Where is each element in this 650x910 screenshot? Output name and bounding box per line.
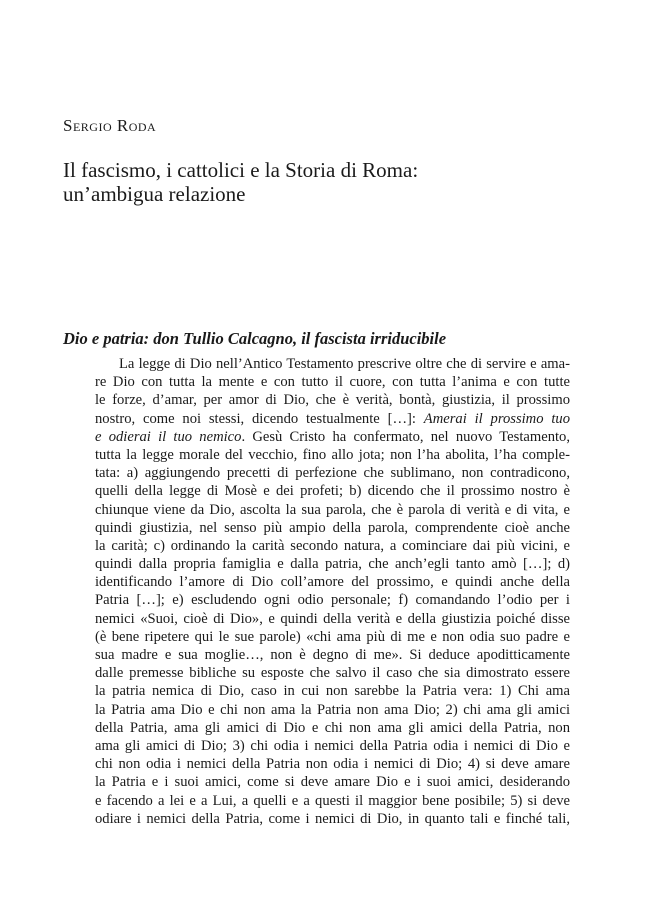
quote-line: chiunque viene da Dio, ascolta la sua parola, che è parola di verità e di vita, e bbox=[95, 501, 570, 518]
quote-line: re Dio con tutta la mente e con tutto il cuore, con tutta l’anima e con tutte bbox=[95, 374, 570, 391]
quote-line: la carità; c) ordinando la carità secondo natura, a cominciare dai più vicini, e bbox=[95, 537, 570, 554]
quote-line: tutta la legge morale del vecchio, fino allo jota; non l’ha abolita, l’ha comple- bbox=[95, 446, 570, 463]
chapter-title bbox=[63, 158, 583, 206]
quote-line: identificando l’amore di Dio coll’amore del prossimo, e quindi anche della bbox=[95, 574, 570, 591]
quote-line: Patria […]; e) escludendo ogni odio personale; f) comandando l’odio per i bbox=[95, 592, 570, 609]
quote-line: quindi giustizia, nel senso più ampio della parola, comprendente cioè anche bbox=[95, 519, 570, 536]
quote-line: le forze, d’amar, per amor di Dio, che è verità, bontà, giustizia, il prossimo bbox=[95, 392, 570, 409]
quote-line: la Patria e i suoi amici, come si deve amare Dio e i suoi amici, desiderando bbox=[95, 774, 570, 791]
section-heading: Dio e patria: don Tullio Calcagno, il fascista irriducibile bbox=[63, 329, 447, 348]
quote-line: nemici «Suoi, cioè di Dio», e quindi della verità e della giustizia poiché disse bbox=[95, 610, 570, 627]
author-name: Sergio Roda bbox=[63, 116, 157, 135]
quote-line: chi non odia i nemici della Patria non odia i nemici di Dio; 4) si deve amare bbox=[95, 756, 570, 773]
quote-line: dalle premesse bibliche su esposte che salvo il caso che sia dimostrato essere bbox=[95, 665, 570, 682]
block-quote bbox=[95, 355, 570, 828]
quote-line: quindi dalla propria famiglia e dalla patria, che anch’egli tanto amò […]; d) bbox=[95, 556, 570, 573]
quote-italic-text: e odierai il tuo nemico bbox=[95, 428, 242, 445]
quote-line: tata: a) aggiungendo precetti di perfezione che sublimano, non contradicono, bbox=[95, 465, 570, 482]
chapter-title-line-1: Il fascismo, i cattolici e la Storia di Roma: bbox=[63, 158, 419, 182]
quote-line: la patria nemica di Dio, caso in cui non sarebbe la Patria vera: 1) Chi ama bbox=[95, 683, 570, 700]
quote-line: sua madre e sua moglie…, non è degno di me». Si deduce apoditticamente bbox=[95, 647, 570, 663]
quote-line: odiare i nemici della Patria, come i nemici di Dio, in quanto tali e finché tali, bbox=[95, 810, 570, 827]
quote-line: La legge di Dio nell’Antico Testamento prescrive oltre che di servire e ama- bbox=[119, 356, 570, 372]
quote-line bbox=[95, 410, 570, 428]
quote-line: la Patria ama Dio e chi non ama la Patria non ama Dio; 2) chi ama gli amici bbox=[95, 701, 570, 718]
quote-line: della Patria, ama gli amici di Dio e chi non ama gli amici della Patria, non bbox=[95, 719, 570, 736]
quote-line: (è bene ripetere qui le sue parole) «chi ama più di me e non odia suo padre e bbox=[95, 628, 570, 645]
quote-line bbox=[95, 428, 570, 446]
quote-text: . Gesù Cristo ha confermato, nel nuovo Testamento, bbox=[241, 428, 570, 445]
quote-line: e facendo a lei e a Lui, a quelli e a questi il maggior bene posibile; 5) si deve bbox=[95, 792, 570, 809]
quote-italic-text: Amerai il prossimo tuo bbox=[423, 410, 570, 427]
quote-line: quelli della legge di Mosè e dei profeti; b) dicendo che il prossimo nostro è bbox=[95, 483, 570, 500]
chapter-title-line-2: un’ambigua relazione bbox=[63, 182, 246, 206]
quote-text: nostro, come noi stessi, dicendo testualmente […]: bbox=[95, 410, 416, 427]
quote-line: ama gli amici di Dio; 3) chi odia i nemici della Patria odia i nemici di Dio e bbox=[95, 737, 570, 754]
